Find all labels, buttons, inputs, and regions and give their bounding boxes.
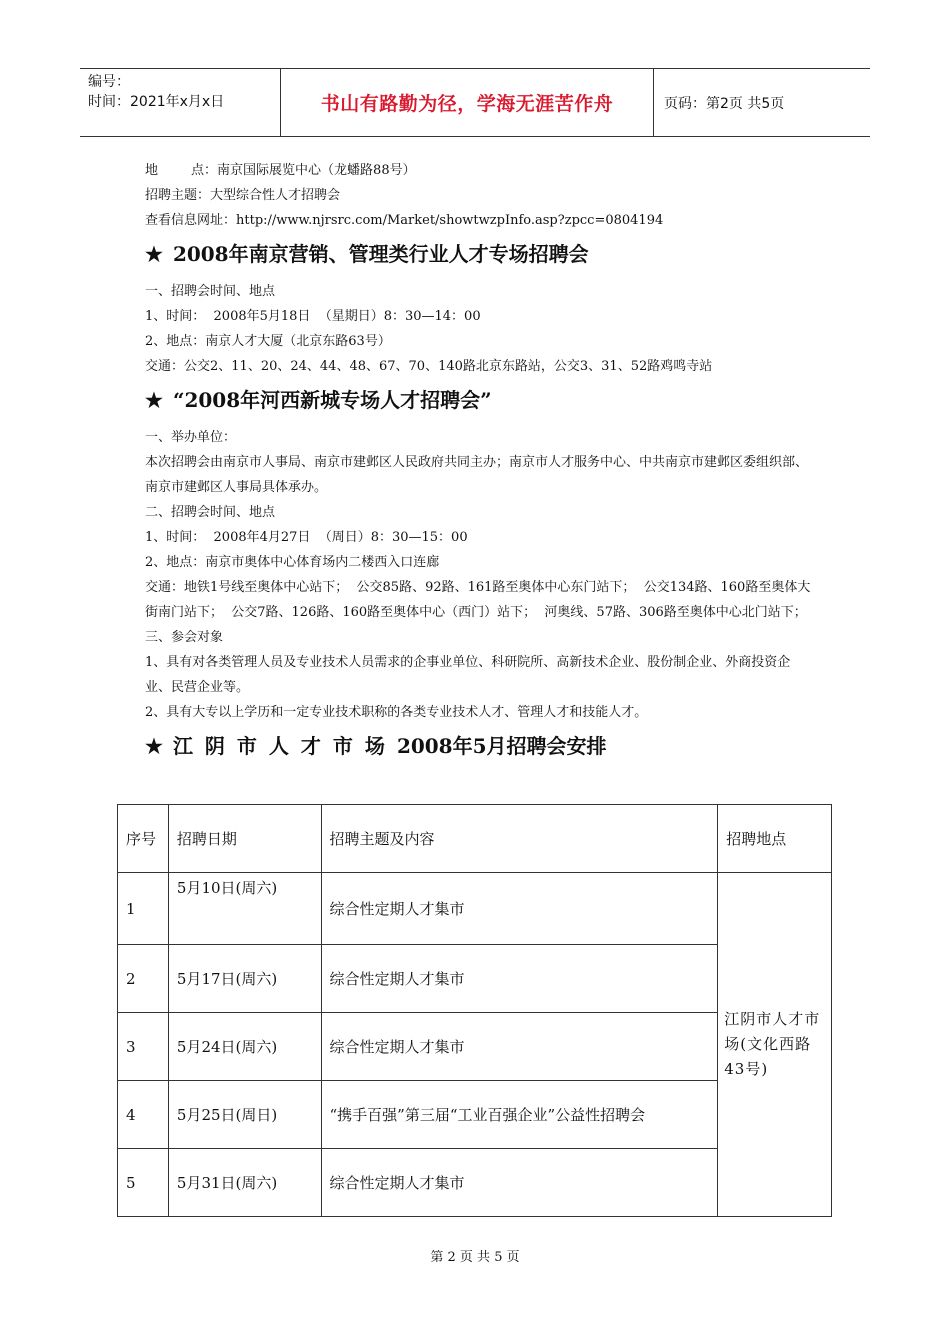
section2-organizer-heading: 一、举办单位： xyxy=(145,430,237,445)
row-number: 2 xyxy=(118,945,169,1013)
section2-title: “2008年河西新城专场人才招聘会” xyxy=(172,388,492,412)
table-header-cell: 招聘日期 xyxy=(168,805,321,873)
section2-target1: 1、具有对各类管理人员及专业技术人员需求的企事业单位、科研院所、高新技术企业、股份制企业、外商投资企业、民营企业等。 xyxy=(145,655,791,695)
table-header-row xyxy=(118,805,832,873)
section2-time-heading: 二、招聘会时间、地点 xyxy=(145,505,276,520)
intro-theme: 招聘主题：大型综合性人才招聘会 xyxy=(145,188,341,203)
document-number: 编号： xyxy=(88,74,130,90)
section2-target2: 2、具有大专以上学历和一定专业技术职称的各类专业技术人才、管理人才和技能人才。 xyxy=(145,705,648,720)
header-page-cell xyxy=(654,69,870,136)
row-date: 5月10日(周六) xyxy=(168,873,321,945)
section2-traffic: 交通：地铁1号线至奥体中心站下； 公交85路、92路、161路至奥体中心东门站下； 公交134路、160路至奥体大街南门站下； 公交7路、126路、160路至奥体中心（西门）站下； 河奥线、57路、306路至奥体中心北门站下； xyxy=(145,580,811,620)
row-date: 5月25日(周日) xyxy=(168,1081,321,1149)
section2-place: 2、地点：南京市奥体中心体育场内二楼西入口连廊 xyxy=(145,555,440,570)
section1-line: 1、时间： 2008年5月18日 （星期日）8：30—14：00 xyxy=(145,309,481,324)
section1-heading xyxy=(145,239,815,269)
section2-target-heading: 三、参会对象 xyxy=(145,630,224,645)
section2-organizer-text: 本次招聘会由南京市人事局、南京市建邺区人民政府共同主办；南京市人才服务中心、中共南京市建邺区委组织部、南京市建邺区人事局具体承办。 xyxy=(145,455,809,495)
section1-title: 2008年南京营销、管理类行业人才专场招聘会 xyxy=(172,242,589,266)
section3-heading xyxy=(145,731,815,761)
table-header-cell: 招聘地点 xyxy=(718,805,832,873)
star-icon: ★ xyxy=(145,242,163,266)
row-theme: 综合性定期人才集市 xyxy=(321,1013,718,1081)
star-icon: ★ xyxy=(145,734,163,758)
row-date: 5月17日(周六) xyxy=(168,945,321,1013)
row-number: 5 xyxy=(118,1149,169,1217)
section1-line: 2、地点：南京人才大厦（北京东路63号） xyxy=(145,334,391,349)
recruitment-place: 江阴市人才市场(文化西路43号) xyxy=(718,873,832,1217)
intro-location: 地 点：南京国际展览中心（龙蟠路88号） xyxy=(145,163,416,178)
row-theme: 综合性定期人才集市 xyxy=(321,873,718,945)
header-page-number: 页码：第2页 共5页 xyxy=(664,95,785,112)
intro-url: 查看信息网址：http://www.njrsrc.com/Market/showtwzpInfo.asp?zpcc=0804194 xyxy=(145,213,664,228)
row-theme: 综合性定期人才集市 xyxy=(321,945,718,1013)
row-number: 3 xyxy=(118,1013,169,1081)
header-meta xyxy=(80,69,281,136)
page-header xyxy=(80,68,870,137)
section1-line: 交通：公交2、11、20、24、44、48、67、70、140路北京东路站，公交3、31、52路鸡鸣寺站 xyxy=(145,359,713,374)
document-body xyxy=(145,158,815,771)
section2-time: 1、时间： 2008年4月27日 （周日）8：30—15：00 xyxy=(145,530,468,545)
page-footer: 第 2 页 共 5 页 xyxy=(430,1250,520,1265)
row-theme: “携手百强”第三届“工业百强企业”公益性招聘会 xyxy=(321,1081,718,1149)
table-header-cell: 序号 xyxy=(118,805,169,873)
document-date: 时间：2021年x月x日 xyxy=(88,94,225,110)
section3-title-spaced: 江阴市人才市场 xyxy=(172,734,397,758)
table-header-cell: 招聘主题及内容 xyxy=(321,805,718,873)
header-motto-cell xyxy=(281,69,654,136)
table-row xyxy=(118,873,832,945)
schedule-table xyxy=(117,804,832,1217)
row-date: 5月31日(周六) xyxy=(168,1149,321,1217)
section3-title-rest: 2008年5月招聘会安排 xyxy=(396,734,607,758)
section2-heading xyxy=(145,385,815,415)
header-motto: 书山有路勤为径，学海无涯苦作舟 xyxy=(320,93,614,115)
star-icon: ★ xyxy=(145,388,163,412)
row-theme: 综合性定期人才集市 xyxy=(321,1149,718,1217)
row-number: 4 xyxy=(118,1081,169,1149)
section1-line: 一、招聘会时间、地点 xyxy=(145,284,276,299)
row-date: 5月24日(周六) xyxy=(168,1013,321,1081)
row-number: 1 xyxy=(118,873,169,945)
